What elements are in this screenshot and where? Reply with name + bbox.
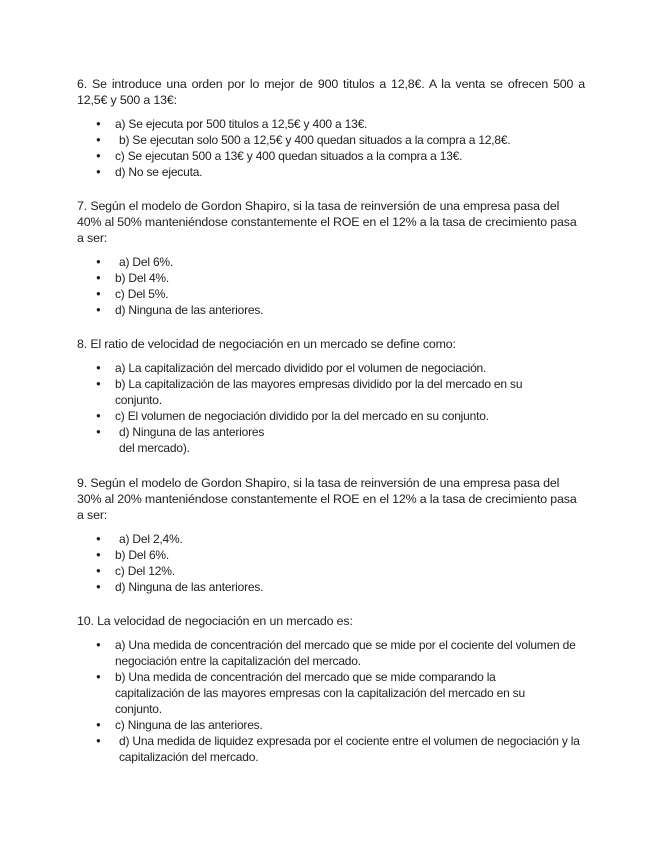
option-list [77, 360, 585, 456]
option-a: ● a) Una medida de concentración del mercado que se mide por el cociente del volumen de negociación entre la capitalización del mercado. [77, 637, 585, 669]
option-d: ● d) Ninguna de las anteriores del mercado). [77, 424, 279, 456]
option-d: ● d) No se ejecuta. [77, 164, 585, 180]
question-9 [77, 475, 585, 595]
question-text: 6. Se introduce una orden por lo mejor de 900 titulos a 12,8€. A la venta se ofrecen 500 a 12,5€ y 500 a 13€: [77, 77, 585, 107]
option-a: ● a) La capitalización del mercado dividido por el volumen de negociación. [77, 360, 585, 376]
option-a: ● a) Se ejecuta por 500 titulos a 12,5€ y 400 a 13€. [77, 116, 585, 132]
option-b: ● b) Una medida de concentración del mercado que se mide comparando la capitalización de las mayores empresas con la capitalización del mercado en su conjunto. [77, 669, 585, 717]
option-list [77, 254, 585, 318]
option-b: ● b) Se ejecutan solo 500 a 12,5€ y 400 quedan situados a la compra a 12,8€. [77, 132, 585, 148]
option-c: ● c) Se ejecutan 500 a 13€ y 400 quedan situados a la compra a 13€. [77, 148, 585, 164]
question-text: 10. La velocidad de negociación en un mercado es: [77, 614, 353, 628]
option-list [77, 116, 585, 180]
option-list [77, 531, 585, 595]
option-b: ● b) Del 4%. [77, 270, 585, 286]
question-6 [77, 76, 585, 180]
question-text: 7. Según el modelo de Gordon Shapiro, si la tasa de reinversión de una empresa pasa del 40% al 50% manteniéndose constantemente el ROE en el 12% a la tasa de crecimiento pasa a ser: [77, 199, 577, 245]
option-c: ● c) El volumen de negociación dividido por la del mercado en su conjunto. [77, 408, 585, 424]
option-c: ● c) Del 5%. [77, 286, 585, 302]
option-b: ● b) La capitalización de las mayores empresas dividido por la del mercado en su conjunto. [77, 376, 585, 408]
question-10 [77, 613, 585, 765]
option-c: ● c) Del 12%. [77, 563, 585, 579]
option-c: ● c) Ninguna de las anteriores. [77, 717, 585, 733]
question-7 [77, 198, 585, 318]
question-text: 8. El ratio de velocidad de negociación en un mercado se define como: [77, 337, 456, 351]
option-a: ● a) Del 6%. [77, 254, 585, 270]
option-list [77, 637, 585, 765]
option-d: ● d) Una medida de liquidez expresada por el cociente entre el volumen de negociación y la capitalización del mercado. [77, 733, 585, 765]
option-d: ● d) Ninguna de las anteriores. [77, 579, 585, 595]
question-8 [77, 336, 585, 456]
option-a: ● a) Del 2,4%. [77, 531, 585, 547]
option-d: ● d) Ninguna de las anteriores. [77, 302, 585, 318]
question-text: 9. Según el modelo de Gordon Shapiro, si la tasa de reinversión de una empresa pasa del 30% al 20% manteniéndose constantemente el ROE en el 12% a la tasa de crecimiento pasa a ser: [77, 476, 577, 522]
option-b: ● b) Del 6%. [77, 547, 585, 563]
